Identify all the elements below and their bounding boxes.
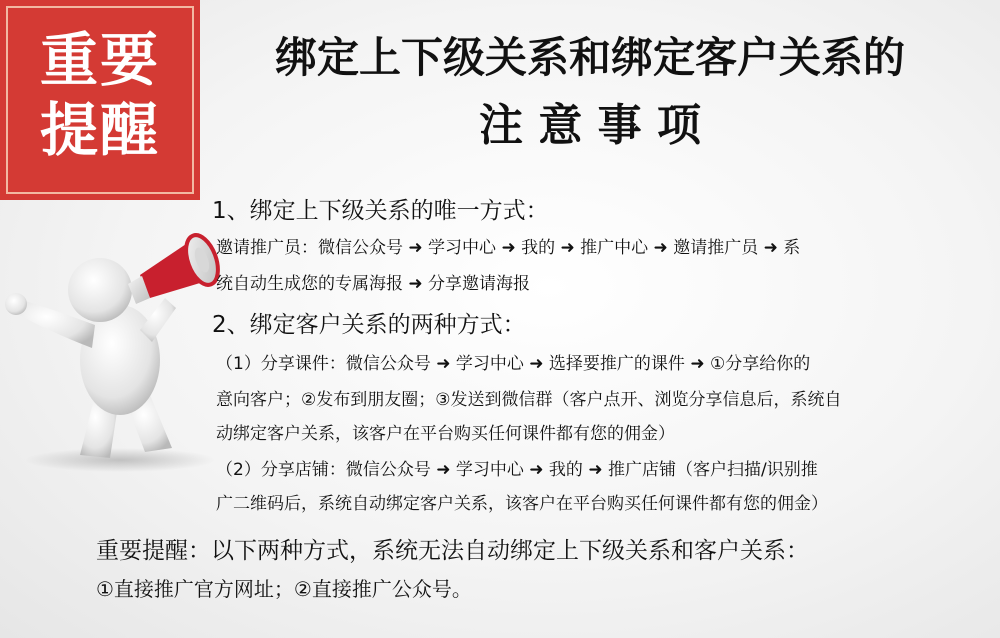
megaphone-figure-icon	[0, 220, 235, 475]
page-title: 绑定上下级关系和绑定客户关系的	[274, 33, 905, 82]
reminder-detail: ①直接推广官方网址；②直接推广公众号。	[96, 577, 472, 601]
section1-line-1: 邀请推广员：微信公众号 ➜ 学习中心 ➜ 我的 ➜ 推广中心 ➜ 邀请推广员 ➜ 系	[216, 238, 801, 258]
section1-line-2: 统自动生成您的专属海报 ➜ 分享邀请海报	[216, 274, 531, 294]
section2-line-3: 动绑定客户关系，该客户在平台购买任何课件都有您的佣金）	[216, 424, 675, 444]
section2-line-4: （2）分享店铺：微信公众号 ➜ 学习中心 ➜ 我的 ➜ 推广店铺（客户扫描/识别推	[216, 460, 818, 480]
section2-heading: 2、绑定客户关系的两种方式：	[212, 312, 526, 338]
section1-heading: 1、绑定上下级关系的唯一方式：	[212, 198, 549, 224]
section2-line-2: 意向客户；②发布到朋友圈；③发送到微信群（客户点开、浏览分享信息后，系统自	[216, 390, 842, 410]
badge-line-2: 提醒	[39, 96, 160, 164]
page-subtitle: 注 意 事 项	[479, 100, 701, 151]
important-badge	[0, 0, 200, 200]
badge-line-1: 重要	[39, 26, 160, 94]
important-reminder: 重要提醒：以下两种方式，系统无法自动绑定上下级关系和客户关系：	[96, 538, 809, 564]
section2-line-1: （1）分享课件：微信公众号 ➜ 学习中心 ➜ 选择要推广的课件 ➜ ①分享给你的	[216, 354, 811, 374]
section2-line-5: 广二维码后，系统自动绑定客户关系，该客户在平台购买任何课件都有您的佣金）	[216, 494, 828, 514]
